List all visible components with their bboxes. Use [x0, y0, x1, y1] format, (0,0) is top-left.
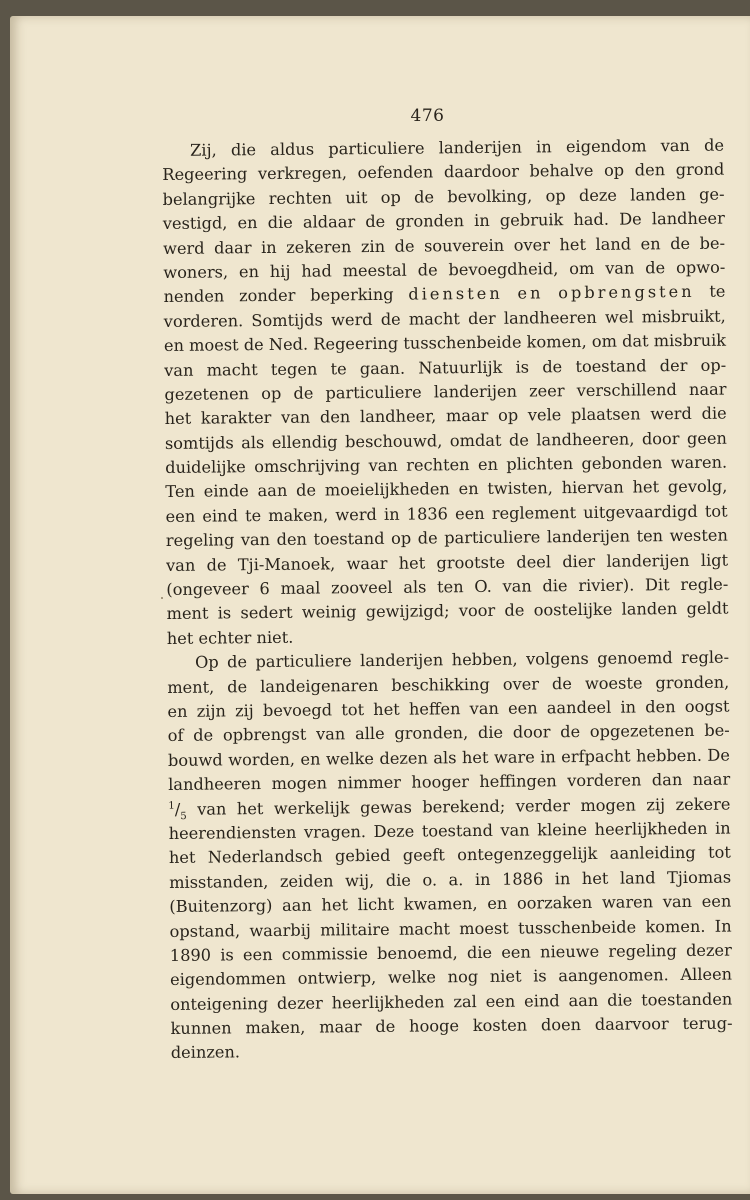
text-line: 1890 is een commissie benoemd, die een nieuwe regeling dezer [169, 940, 732, 965]
text-line: landheeren mogen nimmer hooger heffingen vorderen dan naar [168, 769, 731, 795]
text-line: het echter niet. [166, 627, 294, 648]
text-line: heerendiensten vragen. Deze toestand van kleine heerlijkheden in [168, 818, 731, 843]
text-line: opstand, waarbij militaire macht moest tusschenbeide komen. In [169, 916, 732, 941]
text-line: vestigd, en die aldaar de gronden in gebruik had. De landheer [162, 208, 725, 234]
paragraph-1 [162, 134, 729, 652]
text-segment: nenden zonder beperking [163, 285, 394, 307]
text-line: werd daar in zekeren zin de souverein over het land en de be- [162, 233, 726, 258]
text-line: belangrijke rechten uit op de bevolking, op deze landen ge- [162, 184, 725, 209]
text-line: (ongeveer 6 maal zooveel als ten O. van die rivier). Dit regle- [166, 574, 729, 600]
text-line: misstanden, zeiden wij, die o. a. in 1886 in het land Tjiomas [169, 867, 732, 892]
text-line: het karakter van den landheer, maar op vele plaatsen werd die [164, 403, 727, 429]
text-line: Ten einde aan de moeielijkheden en twisten, hiervan het gevolg, [165, 477, 728, 502]
text-line: regeling van den toestand op de particuliere landerijen ten westen [165, 525, 728, 551]
spaced-word: en [517, 283, 544, 303]
spaced-word: diensten [408, 284, 503, 304]
text-line: gezetenen op de particuliere landerijen zeer verschillend naar [164, 379, 727, 404]
text-line: (Buitenzorg) aan het licht kwamen, en oorzaken waren van een [169, 891, 732, 917]
text-line: van macht tegen te gaan. Natuurlijk is de toestand der op- [164, 355, 727, 380]
text-line: Zij, die aldus particuliere landerijen in eigendom van de [190, 135, 725, 160]
text-line: van de Tji-Manoek, waar het grootste deel dier landerijen ligt [165, 550, 729, 575]
text-line: deinzen. [170, 1042, 241, 1063]
text-line: duidelijke omschrijving van rechten en plichten gebonden waren. [165, 452, 728, 478]
text-line: Regeering verkregen, oefenden daardoor behalve op den grond [162, 159, 725, 185]
text-segment: van het werkelijk gewas berekend; verder mogen zij zekere [197, 794, 731, 819]
text-line: het Nederlandsch gebied geeft ontegenzeggelijk aanleiding tot [168, 842, 731, 868]
text-line: woners, en hij had meestal de bevoegdheid, om van de opwo- [163, 257, 726, 282]
text-line: kunnen maken, maar de hooge kosten doen daarvoor terug- [170, 1013, 733, 1039]
text-line: en moest de Ned. Regeering tusschenbeide komen, om dat misbruik [163, 330, 727, 356]
text-line: vorderen. Somtijds werd de macht der landheeren wel misbruikt, [163, 306, 726, 331]
text-line: onteigening dezer heerlijkheden zal een eind aan die toestanden [170, 989, 733, 1014]
text-line: ment, de landeigenaren beschikking over de woeste gronden, [167, 672, 730, 697]
text-line: ment is sedert weinig gewijzigd; voor de oostelijke landen geldt [166, 599, 729, 624]
spaced-word: opbrengsten [558, 282, 695, 303]
body-text [162, 134, 733, 1066]
paragraph-2 [167, 646, 733, 1066]
text-line: eigendommen ontwierp, welke nog niet is aangenomen. Alleen [169, 964, 733, 990]
text-line: of de opbrengst van alle gronden, die door de opgezetenen be- [167, 720, 730, 746]
text-segment: te [709, 281, 726, 302]
text-line: Op de particuliere landerijen hebben, volgens genoemd regle- [194, 647, 730, 672]
fraction [168, 799, 187, 822]
text-line: een eind te maken, werd in 1836 een reglement uitgevaardigd tot [165, 501, 728, 526]
text-line: somtijds als ellendig beschouwd, omdat de landheeren, door geen [164, 428, 727, 453]
page-number: 476 [410, 106, 445, 126]
fraction-slash: / [174, 799, 181, 819]
text-line: bouwd worden, en welke dezen als het ware in erfpacht hebben. De [167, 745, 731, 770]
paper-speck [161, 597, 163, 599]
fraction-denominator: 5 [180, 810, 187, 822]
text-line: en zijn zij bevoegd tot het heffen van een aandeel in den oogst [167, 696, 730, 721]
fraction-numerator: 1 [168, 800, 175, 812]
